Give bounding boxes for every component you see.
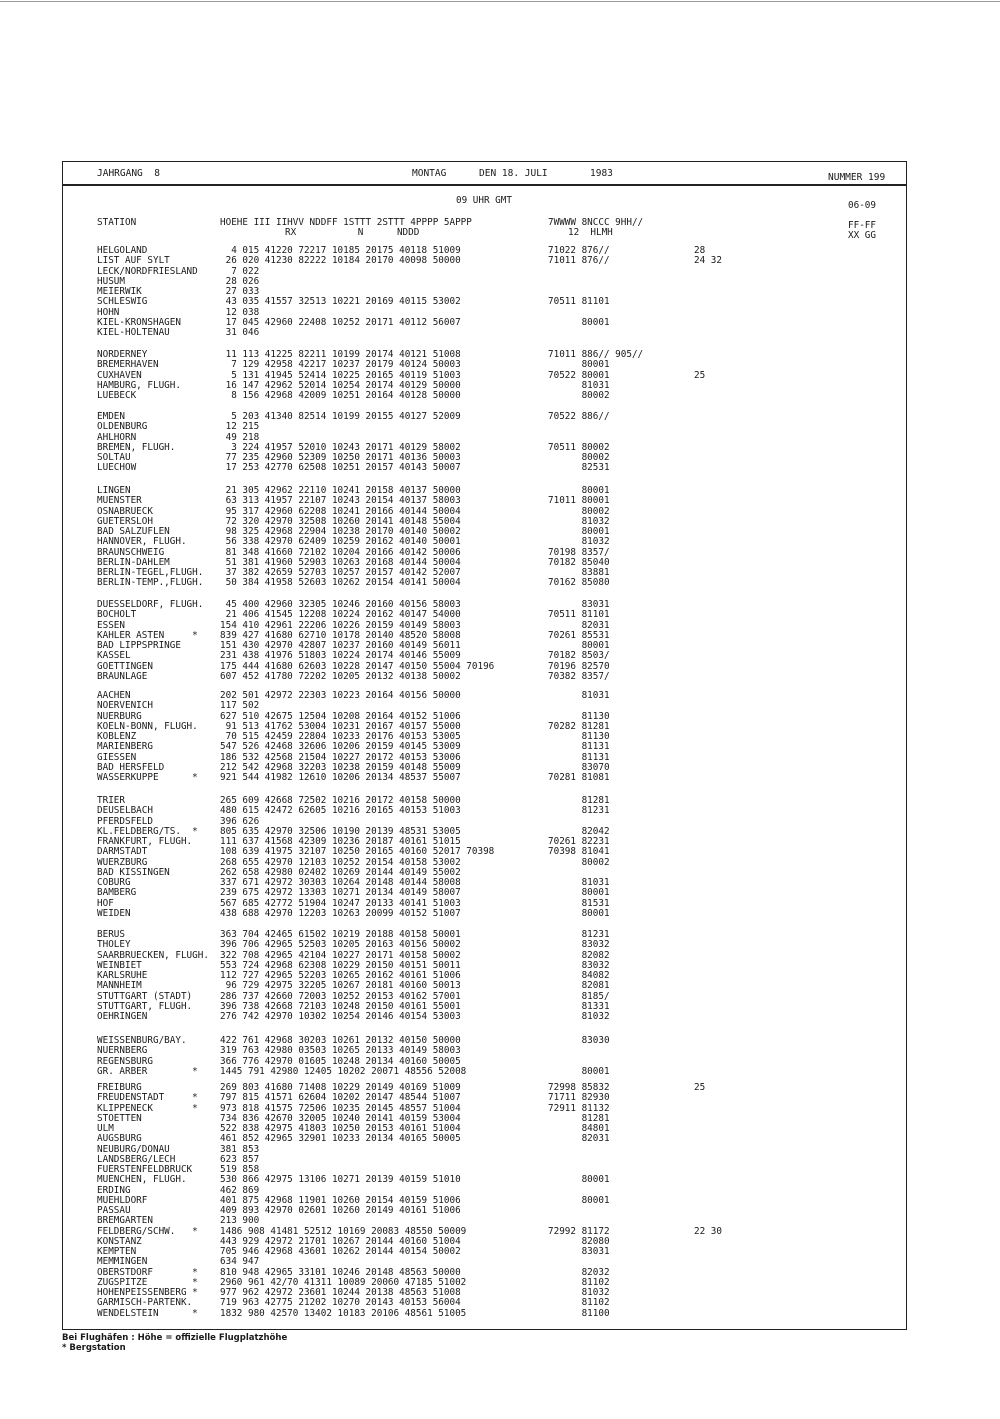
station-name: MEMMINGEN (97, 1256, 148, 1268)
station-name: PFERDSFELD (97, 815, 153, 827)
station-name: LIST AUF SYLT (97, 255, 170, 267)
station-name: NORDERNEY (97, 349, 148, 360)
station-data: 98 325 42968 22904 10238 20170 40140 50002 (220, 526, 461, 537)
weekday-label: MONTAG (412, 168, 447, 179)
station-data: 95 317 42960 62208 10241 20166 40144 50004 (220, 505, 461, 517)
station-name: STUTTGART, FLUGH. (97, 1000, 193, 1012)
station-name: BAMBERG (97, 887, 137, 899)
station-data: 63 313 41957 22107 10243 20154 40137 58003 (220, 495, 461, 507)
station-data: 11 113 41225 82211 10199 20174 40121 51008 (220, 349, 461, 360)
station-data: 49 218 (220, 431, 260, 443)
station-data: 443 929 42972 21701 10267 20144 40160 51004 (220, 1235, 461, 1247)
station-extra: 70522 80001 (548, 369, 610, 381)
station-extra: 82531 (548, 462, 610, 474)
station-extra: 81281 (548, 795, 610, 806)
footnote-mountain: * Bergstation (62, 1343, 126, 1353)
station-name: KEMPTEN (97, 1246, 137, 1257)
station-extra: 83031 (548, 599, 610, 610)
station-name: NUERBURG (97, 710, 142, 722)
station-name: BAD HERSFELD (97, 761, 165, 773)
station-extra: 70398 81041 (548, 846, 610, 858)
column-header-station: STATION (97, 217, 137, 228)
station-data: 366 776 42970 01605 10248 20134 40160 50005 (220, 1055, 461, 1067)
station-data: 623 857 (220, 1153, 260, 1165)
station-data: 337 671 42972 30303 10264 20148 40144 58008 (220, 877, 461, 888)
station-name: NUERNBERG (97, 1045, 148, 1057)
station-data: 286 737 42660 72003 10252 20153 40162 57001 (220, 990, 461, 1002)
station-data: 268 655 42970 12103 10252 20154 40158 53002 (220, 856, 461, 868)
station-name: LINGEN (97, 485, 131, 496)
station-data: 111 637 41568 42309 10236 20187 40161 51015 (220, 836, 461, 847)
station-extra: 80001 (548, 316, 610, 328)
station-extra: 72998 85832 (548, 1082, 610, 1093)
station-data: 396 626 (220, 815, 260, 827)
station-name: CUXHAVEN (97, 369, 142, 381)
station-extra: 82082 (548, 949, 610, 961)
station-name: MUENSTER (97, 495, 142, 507)
station-name: MUEHLDORF (97, 1194, 148, 1206)
column-header-xx: XX GG (848, 230, 876, 241)
station-data: 26 020 41230 82222 10184 20170 40098 50000 (220, 255, 461, 267)
station-name: BREMERHAVEN (97, 359, 159, 371)
station-name: MUENCHEN, FLUGH. (97, 1174, 187, 1186)
station-extra: 70382 8357/ (548, 670, 610, 682)
station-extra: 80002 (548, 452, 610, 463)
station-data: 422 761 42968 30203 10261 20132 40150 50000 (220, 1035, 461, 1046)
station-data: 43 035 41557 32513 10221 20169 40115 53002 (220, 296, 461, 308)
station-name: SOLTAU (97, 452, 131, 463)
station-name: WEISSENBURG/BAY. (97, 1035, 187, 1046)
station-data: 2960 961 42/70 41311 10089 20060 47185 51002 (220, 1276, 467, 1288)
station-name: GIESSEN (97, 751, 137, 763)
station-name: HOHN (97, 306, 120, 318)
station-data: 634 947 (220, 1256, 260, 1268)
station-extra: 82081 (548, 980, 610, 992)
station-extra: 81131 (548, 741, 610, 753)
station-data: 381 853 (220, 1143, 260, 1155)
station-extra: 70196 82570 (548, 660, 610, 672)
station-name: KLIPPENECK * (97, 1102, 198, 1114)
station-extra: 70162 85080 (548, 577, 610, 589)
station-name: FELDBERG/SCHW. * (97, 1225, 198, 1237)
station-extra: 70261 85531 (548, 629, 610, 641)
station-data: 7 022 (220, 265, 260, 277)
jahrgang-label: JAHRGANG 8 (97, 168, 160, 179)
date-label: DEN 18. JULI (479, 168, 548, 179)
station-name: STOETTEN (97, 1112, 142, 1124)
station-data: 91 513 41762 53004 10231 20167 40157 55000 (220, 720, 461, 732)
station-extra: 83881 (548, 567, 610, 578)
station-data: 461 852 42965 32901 10233 20134 40165 50005 (220, 1133, 461, 1145)
station-name: KOBLENZ (97, 731, 137, 742)
station-data: 21 406 41545 12208 10224 20162 40147 54000 (220, 609, 461, 621)
station-data: 5 131 41945 52414 10225 20165 40119 51003 (220, 369, 461, 381)
station-ff: 24 32 (694, 255, 722, 267)
station-data: 51 381 41960 52903 10263 20168 40144 50004 (220, 556, 461, 568)
station-extra: 80001 (548, 1174, 610, 1186)
station-name: TRIER (97, 795, 125, 806)
table-frame (62, 161, 907, 1330)
station-name: COBURG (97, 877, 131, 888)
station-extra: 84801 (548, 1123, 610, 1134)
station-data: 56 338 42970 62409 10259 20162 40140 50001 (220, 536, 461, 548)
station-data: 108 639 41975 32107 10250 20165 40160 52017 70398 (220, 846, 495, 858)
station-data: 265 609 42668 72502 10216 20172 40158 50000 (220, 795, 461, 806)
station-name: FREUDENSTADT * (97, 1092, 198, 1104)
station-name: BERLIN-DAHLEM (97, 556, 170, 568)
station-extra: 81031 (548, 379, 610, 391)
station-data: 16 147 42962 52014 10254 20174 40129 50000 (220, 379, 461, 391)
station-data: 4 015 41220 72217 10185 20175 40118 51009 (220, 245, 461, 256)
station-name: BOCHOLT (97, 609, 137, 621)
year-label: 1983 (590, 168, 613, 179)
station-name: WENDELSTEIN * (97, 1307, 198, 1319)
station-data: 70 515 42459 22804 10233 20176 40153 53005 (220, 731, 461, 742)
station-extra: 70198 8357/ (548, 546, 610, 558)
station-data: 7 129 42958 42217 10237 20179 40124 50003 (220, 359, 461, 371)
station-data: 8 156 42968 42009 10251 20164 40128 50000 (220, 390, 461, 401)
station-extra: 80002 (548, 390, 610, 401)
station-name: GR. ARBER * (97, 1065, 198, 1077)
column-header-codes: HOEHE III IIHVV NDDFF 1STTT 2STTT 4PPPP 5APPP (220, 217, 472, 228)
station-name: WASSERKUPPE * (97, 772, 198, 783)
station-extra: 82031 (548, 619, 610, 631)
station-name: HOHENPEISSENBERG * (97, 1287, 198, 1298)
station-extra: 83032 (548, 959, 610, 971)
station-ff: 28 (694, 245, 706, 256)
station-data: 319 763 42980 03503 10265 20133 40149 58003 (220, 1045, 461, 1057)
station-data: 797 815 41571 62604 10202 20147 48544 51007 (220, 1092, 461, 1104)
station-ff: 25 (694, 369, 706, 381)
station-data: 547 526 42468 32606 10206 20159 40145 53009 (220, 741, 461, 753)
scan-edge-line (0, 1, 1000, 2)
station-data: 322 708 42965 42104 10227 20171 40158 50002 (220, 949, 461, 961)
station-data: 175 444 41680 62603 10228 20147 40150 55004 70196 (220, 660, 495, 672)
station-name: HAMBURG, FLUGH. (97, 379, 181, 391)
station-data: 567 685 42772 51904 10247 20133 40141 51003 (220, 897, 461, 909)
station-name: BREMGARTEN (97, 1215, 153, 1227)
station-name: NEUBURG/DONAU (97, 1143, 170, 1155)
station-extra: 80001 (548, 485, 610, 496)
station-extra: 8185/ (548, 990, 610, 1002)
station-data: 607 452 41780 72202 10205 20132 40138 50002 (220, 670, 461, 682)
station-name: REGENSBURG (97, 1055, 153, 1067)
station-data: 973 818 41575 72506 10235 20145 48557 51004 (220, 1102, 461, 1114)
station-extra: 70261 82231 (548, 836, 610, 847)
station-data: 27 033 (220, 286, 260, 297)
station-extra: 70511 81101 (548, 609, 610, 621)
station-extra: 81231 (548, 805, 610, 817)
station-data: 438 688 42970 12203 10263 20099 40152 51007 (220, 907, 461, 919)
station-extra: 82080 (548, 1235, 610, 1247)
station-name: HANNOVER, FLUGH. (97, 536, 187, 548)
station-name: WEIDEN (97, 907, 131, 919)
station-name: HUSUM (97, 275, 125, 287)
station-extra: 70511 81101 (548, 296, 610, 308)
station-extra: 81281 (548, 1112, 610, 1124)
station-name: ZUGSPITZE * (97, 1276, 198, 1288)
station-name: FREIBURG (97, 1082, 142, 1093)
station-extra: 83030 (548, 1035, 610, 1046)
station-data: 5 203 41340 82514 10199 20155 40127 52009 (220, 411, 461, 422)
station-name: WEINBIET (97, 959, 142, 971)
station-data: 977 962 42972 23601 10244 20138 48563 51008 (220, 1287, 461, 1298)
column-header-sub-extra: 12 HLMH (568, 227, 613, 238)
station-data: 117 502 (220, 700, 260, 712)
station-extra: 72992 81172 (548, 1225, 610, 1237)
station-extra: 80002 (548, 856, 610, 868)
station-extra: 81031 (548, 690, 610, 701)
station-data: 45 400 42960 32305 10246 20160 40156 58003 (220, 599, 461, 610)
station-name: OBERSTDORF * (97, 1266, 198, 1278)
station-data: 810 948 42965 33101 10246 20148 48563 50000 (220, 1266, 461, 1278)
station-extra: 70281 81081 (548, 772, 610, 783)
station-extra: 80002 (548, 505, 610, 517)
station-name: SAARBRUECKEN, FLUGH. (97, 949, 209, 961)
station-data: 1445 791 42980 12405 10202 20071 48556 52008 (220, 1065, 467, 1077)
station-data: 269 803 41680 71408 10229 20149 40169 51009 (220, 1082, 461, 1093)
station-name: LECK/NORDFRIESLAND (97, 265, 198, 277)
station-name: MEIERWIK (97, 286, 142, 297)
station-data: 719 963 42775 21202 10270 20143 40153 56004 (220, 1297, 461, 1309)
station-name: AUGSBURG (97, 1133, 142, 1145)
station-name: GOETTINGEN (97, 660, 153, 672)
station-extra: 82031 (548, 1133, 610, 1145)
station-data: 17 253 42770 62508 10251 20157 40143 50007 (220, 462, 461, 474)
station-data: 409 893 42970 02601 10260 20149 40161 51006 (220, 1205, 461, 1216)
station-extra: 70282 81281 (548, 720, 610, 732)
station-extra: 81032 (548, 1011, 610, 1022)
station-extra: 82042 (548, 825, 610, 837)
station-extra: 81531 (548, 897, 610, 909)
station-data: 96 729 42975 32205 10267 20181 40160 50013 (220, 980, 461, 992)
station-extra: 81131 (548, 751, 610, 763)
station-extra: 81031 (548, 877, 610, 888)
station-name: AACHEN (97, 690, 131, 701)
station-name: MARIENBERG (97, 741, 153, 753)
station-name: KIEL-KRONSHAGEN (97, 316, 181, 328)
station-name: LANDSBERG/LECH (97, 1153, 176, 1165)
station-data: 151 430 42970 42807 10237 20160 40149 56011 (220, 640, 461, 651)
station-data: 154 410 42961 22206 10226 20159 40149 58003 (220, 619, 461, 631)
station-name: DARMSTADT (97, 846, 148, 858)
station-data: 50 384 41958 52603 10262 20154 40141 50004 (220, 577, 461, 589)
time-label: 09 UHR GMT (456, 195, 512, 206)
station-extra: 71022 876// (548, 245, 610, 256)
station-name: OSNABRUECK (97, 505, 153, 517)
station-name: THOLEY (97, 939, 131, 951)
station-name: AHLHORN (97, 431, 137, 443)
station-name: DUESSELDORF, FLUGH. (97, 599, 204, 610)
station-extra: 81032 (548, 1287, 610, 1298)
station-data: 77 235 42960 52309 10250 20171 40136 50003 (220, 452, 461, 463)
station-name: STUTTGART (STADT) (97, 990, 193, 1002)
station-name: BERUS (97, 929, 125, 940)
station-data: 839 427 41680 62710 10178 20140 48520 58008 (220, 629, 461, 641)
station-extra: 80001 (548, 1065, 610, 1077)
station-name: BAD LIPPSPRINGE (97, 640, 181, 651)
station-extra: 83032 (548, 939, 610, 951)
column-header-sub: RX N NDDD (285, 227, 420, 238)
station-data: 72 320 42970 32508 10260 20141 40148 55004 (220, 515, 461, 527)
station-data: 212 542 42968 32203 10238 20159 40148 55009 (220, 761, 461, 773)
station-name: KASSEL (97, 650, 131, 662)
station-ff: 25 (694, 1082, 706, 1093)
station-extra: 82032 (548, 1266, 610, 1278)
station-data: 186 532 42568 21504 10227 20172 40153 53006 (220, 751, 461, 763)
station-data: 734 836 42670 32005 10240 20141 40159 53004 (220, 1112, 461, 1124)
station-data: 112 727 42965 52203 10265 20162 40161 51006 (220, 970, 461, 981)
range-label: 06-09 (848, 200, 876, 211)
station-name: ULM (97, 1123, 114, 1134)
station-name: LUEBECK (97, 390, 137, 401)
station-name: FRANKFURT, FLUGH. (97, 836, 193, 847)
station-data: 12 038 (220, 306, 260, 318)
station-name: KAHLER ASTEN * (97, 629, 198, 641)
station-extra: 70182 8503/ (548, 650, 610, 662)
station-extra: 72911 81132 (548, 1102, 610, 1114)
station-name: BRAUNSCHWEIG (97, 546, 165, 558)
station-name: WUERZBURG (97, 856, 148, 868)
station-extra: 81032 (548, 536, 610, 548)
station-extra: 81102 (548, 1297, 610, 1309)
station-name: GARMISCH-PARTENK. (97, 1297, 193, 1309)
station-name: KONSTANZ (97, 1235, 142, 1247)
station-name: KARLSRUHE (97, 970, 148, 981)
station-name: MANNHEIM (97, 980, 142, 992)
station-data: 522 838 42975 41803 10250 20153 40161 51004 (220, 1123, 461, 1134)
station-extra: 80001 (548, 1194, 610, 1206)
station-name: GUETERSLOH (97, 515, 153, 527)
station-data: 81 348 41660 72102 10204 20166 40142 50006 (220, 546, 461, 558)
column-header-ff: FF-FF (848, 220, 876, 231)
station-data: 213 900 (220, 1215, 260, 1227)
station-data: 202 501 42972 22303 10223 20164 40156 50000 (220, 690, 461, 701)
footnote-airport: Bei Flughäfen : Höhe = offizielle Flugplatzhöhe (62, 1333, 288, 1343)
station-extra: 81231 (548, 929, 610, 940)
station-data: 1486 908 41481 52512 10169 20083 48550 50009 (220, 1225, 467, 1237)
station-name: EMDEN (97, 411, 125, 422)
station-name: PASSAU (97, 1205, 131, 1216)
station-data: 553 724 42968 62308 10229 20150 40151 50011 (220, 959, 461, 971)
station-extra: 81100 (548, 1307, 610, 1319)
station-extra: 81130 (548, 710, 610, 722)
station-name: BERLIN-TEGEL,FLUGH. (97, 567, 204, 578)
station-data: 28 026 (220, 275, 260, 287)
station-extra: 81130 (548, 731, 610, 742)
station-name: OEHRINGEN (97, 1011, 148, 1022)
station-extra: 70511 80002 (548, 441, 610, 453)
station-data: 17 045 42960 22408 10252 20171 40112 56007 (220, 316, 461, 328)
station-name: KL.FELDBERG/TS. * (97, 825, 198, 837)
station-data: 37 382 42659 52703 10257 20157 40142 52007 (220, 567, 461, 578)
station-data: 519 858 (220, 1164, 260, 1175)
station-data: 401 875 42968 11901 10260 20154 40159 51006 (220, 1194, 461, 1206)
station-data: 12 215 (220, 421, 260, 433)
station-name: ERDING (97, 1184, 131, 1196)
station-name: NOERVENICH (97, 700, 153, 712)
station-name: BERLIN-TEMP.,FLUGH. (97, 577, 204, 589)
station-extra: 84082 (548, 970, 610, 981)
station-data: 239 675 42972 13303 10271 20134 40149 58007 (220, 887, 461, 899)
station-name: FUERSTENFELDBRUCK (97, 1164, 193, 1175)
station-data: 805 635 42970 32506 10190 20139 48531 53005 (220, 825, 461, 837)
station-extra: 83031 (548, 1246, 610, 1257)
station-data: 1832 980 42570 13402 10183 20106 48561 51005 (220, 1307, 467, 1319)
station-data: 363 704 42465 61502 10219 20188 40158 50001 (220, 929, 461, 940)
station-name: BAD KISSINGEN (97, 866, 170, 878)
station-data: 21 305 42962 22110 10241 20158 40137 50000 (220, 485, 461, 496)
station-name: HELGOLAND (97, 245, 148, 256)
column-header-extra: 7WWWW 8NCCC 9HH// (548, 217, 644, 228)
station-extra: 71011 886// 905// (548, 349, 644, 360)
station-name: SCHLESWIG (97, 296, 148, 308)
station-name: HOF (97, 897, 114, 909)
station-data: 231 438 41976 51803 10224 20174 40146 55009 (220, 650, 461, 662)
station-data: 276 742 42970 10302 10254 20146 40154 53003 (220, 1011, 461, 1022)
station-name: BAD SALZUFLEN (97, 526, 170, 537)
station-extra: 80001 (548, 526, 610, 537)
station-extra: 71011 876// (548, 255, 610, 267)
station-data: 480 615 42472 62605 10216 20165 40153 51003 (220, 805, 461, 817)
issue-number: NUMMER 199 (828, 172, 886, 183)
station-name: KOELN-BONN, FLUGH. (97, 720, 198, 732)
station-name: LUECHOW (97, 462, 137, 474)
station-extra: 80001 (548, 359, 610, 371)
station-extra: 81102 (548, 1276, 610, 1288)
station-name: ESSEN (97, 619, 125, 631)
station-name: BRAUNLAGE (97, 670, 148, 682)
station-extra: 80001 (548, 907, 610, 919)
station-name: KIEL-HOLTENAU (97, 327, 170, 338)
station-ff: 22 30 (694, 1225, 722, 1237)
station-data: 705 946 42968 43601 10262 20144 40154 50002 (220, 1246, 461, 1257)
station-extra: 80001 (548, 887, 610, 899)
station-data: 921 544 41982 12610 10206 20134 48537 55007 (220, 772, 461, 783)
station-extra: 83070 (548, 761, 610, 773)
station-extra: 70522 886// (548, 411, 610, 422)
station-data: 396 706 42965 52503 10205 20163 40156 50002 (220, 939, 461, 951)
station-data: 462 869 (220, 1184, 260, 1196)
station-extra: 70182 85040 (548, 556, 610, 568)
station-extra: 81032 (548, 515, 610, 527)
station-data: 396 738 42668 72103 10248 20150 40161 55001 (220, 1000, 461, 1012)
station-extra: 71011 80001 (548, 495, 610, 507)
station-extra: 71711 82930 (548, 1092, 610, 1104)
station-extra: 80001 (548, 640, 610, 651)
station-data: 530 866 42975 13106 10271 20139 40159 51010 (220, 1174, 461, 1186)
station-data: 3 224 41957 52010 10243 20171 40129 58002 (220, 441, 461, 453)
station-data: 262 658 42980 02402 10269 20144 40149 55002 (220, 866, 461, 878)
station-data: 627 510 42675 12504 10208 20164 40152 51006 (220, 710, 461, 722)
station-name: OLDENBURG (97, 421, 148, 433)
station-extra: 81331 (548, 1000, 610, 1012)
station-data: 31 046 (220, 327, 260, 338)
station-name: DEUSELBACH (97, 805, 153, 817)
station-name: BREMEN, FLUGH. (97, 441, 176, 453)
